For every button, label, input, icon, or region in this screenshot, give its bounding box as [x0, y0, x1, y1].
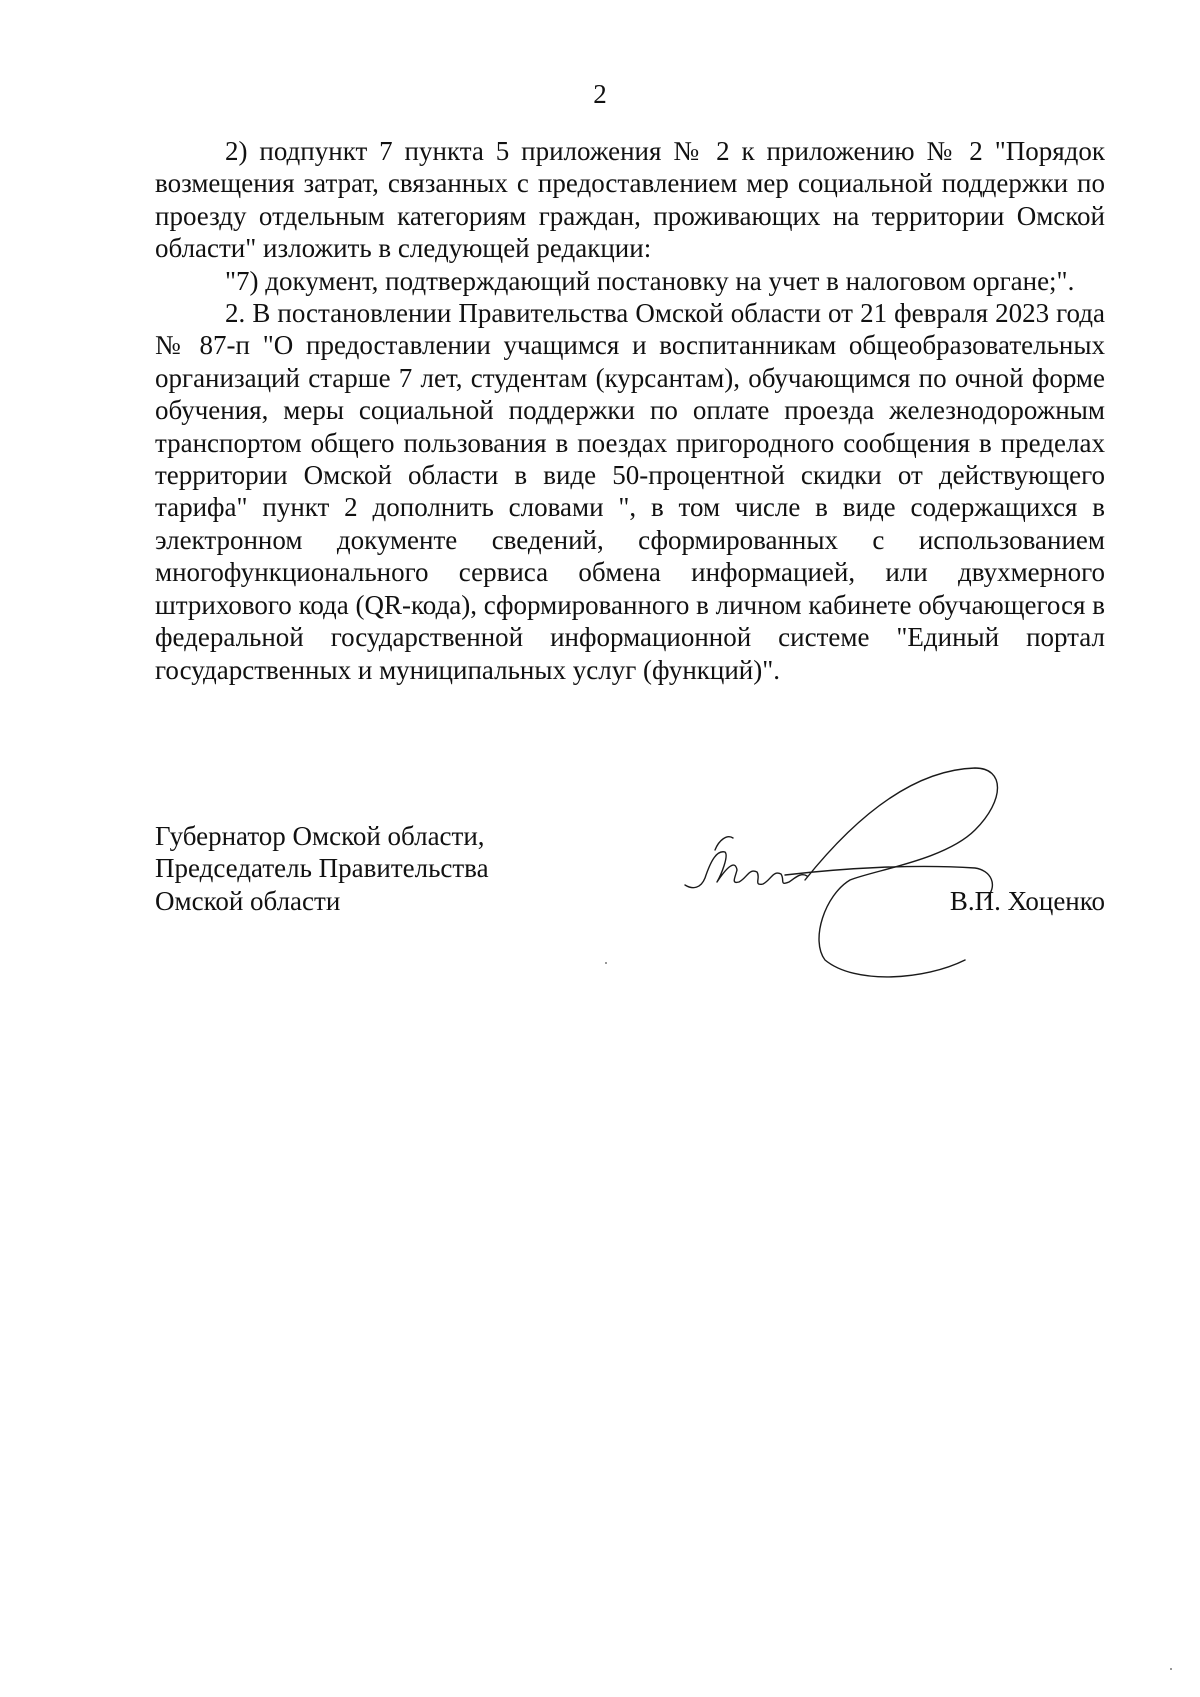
page-number: 2 — [593, 79, 607, 109]
signature-block — [155, 820, 1105, 970]
paragraph-resolution-amendment: 2. В постановлении Правительства Омской области от 21 февраля 2023 года № 87-п "О предоставлении учащимся и воспитанникам общеобразовательных организаций старше 7 лет, студентам (курсантам), обучающимся по очной форме обучения, меры социальной поддержки по оплате проезда железнодорожным транспортом общего пользования в поездах пригородного сообщения в пределах территории Омской области в виде 50-процентной скидки от действующего тарифа" пункт 2 дополнить словами ", в том числе в виде содержащихся в электронном документе сведений, сформированных с использованием многофункционального сервиса обмена информацией, или двухмерного штрихового кода (QR-кода), сформированного в личном кабинете обучающегося в федеральной государственной информационной системе "Единый портал государственных и муниципальных услуг (функций)". — [155, 298, 1105, 685]
scan-speck — [1170, 1668, 1172, 1670]
signatory-title-line: Омской области — [155, 885, 341, 916]
handwritten-signature — [675, 760, 1035, 990]
signatory-title-line: Председатель Правительства — [155, 853, 489, 884]
scan-speck — [605, 962, 607, 964]
signatory-title — [155, 820, 489, 917]
paragraph-amendment-subpoint: 2) подпункт 7 пункта 5 приложения № 2 к приложению № 2 "Порядок возмещения затрат, связанных с предоставлением мер социальной поддержки по проезду отдельным категориям граждан, проживающих на территории Омской области" изложить в следующей редакции: — [155, 136, 1105, 264]
paragraph-new-wording: "7) документ, подтверждающий постановку на учет в налоговом органе;". — [225, 265, 1075, 296]
document-body — [155, 135, 1105, 686]
signatory-title-line: Губернатор Омской области, — [155, 821, 485, 851]
signatory-name: В.П. Хоценко — [949, 885, 1105, 916]
